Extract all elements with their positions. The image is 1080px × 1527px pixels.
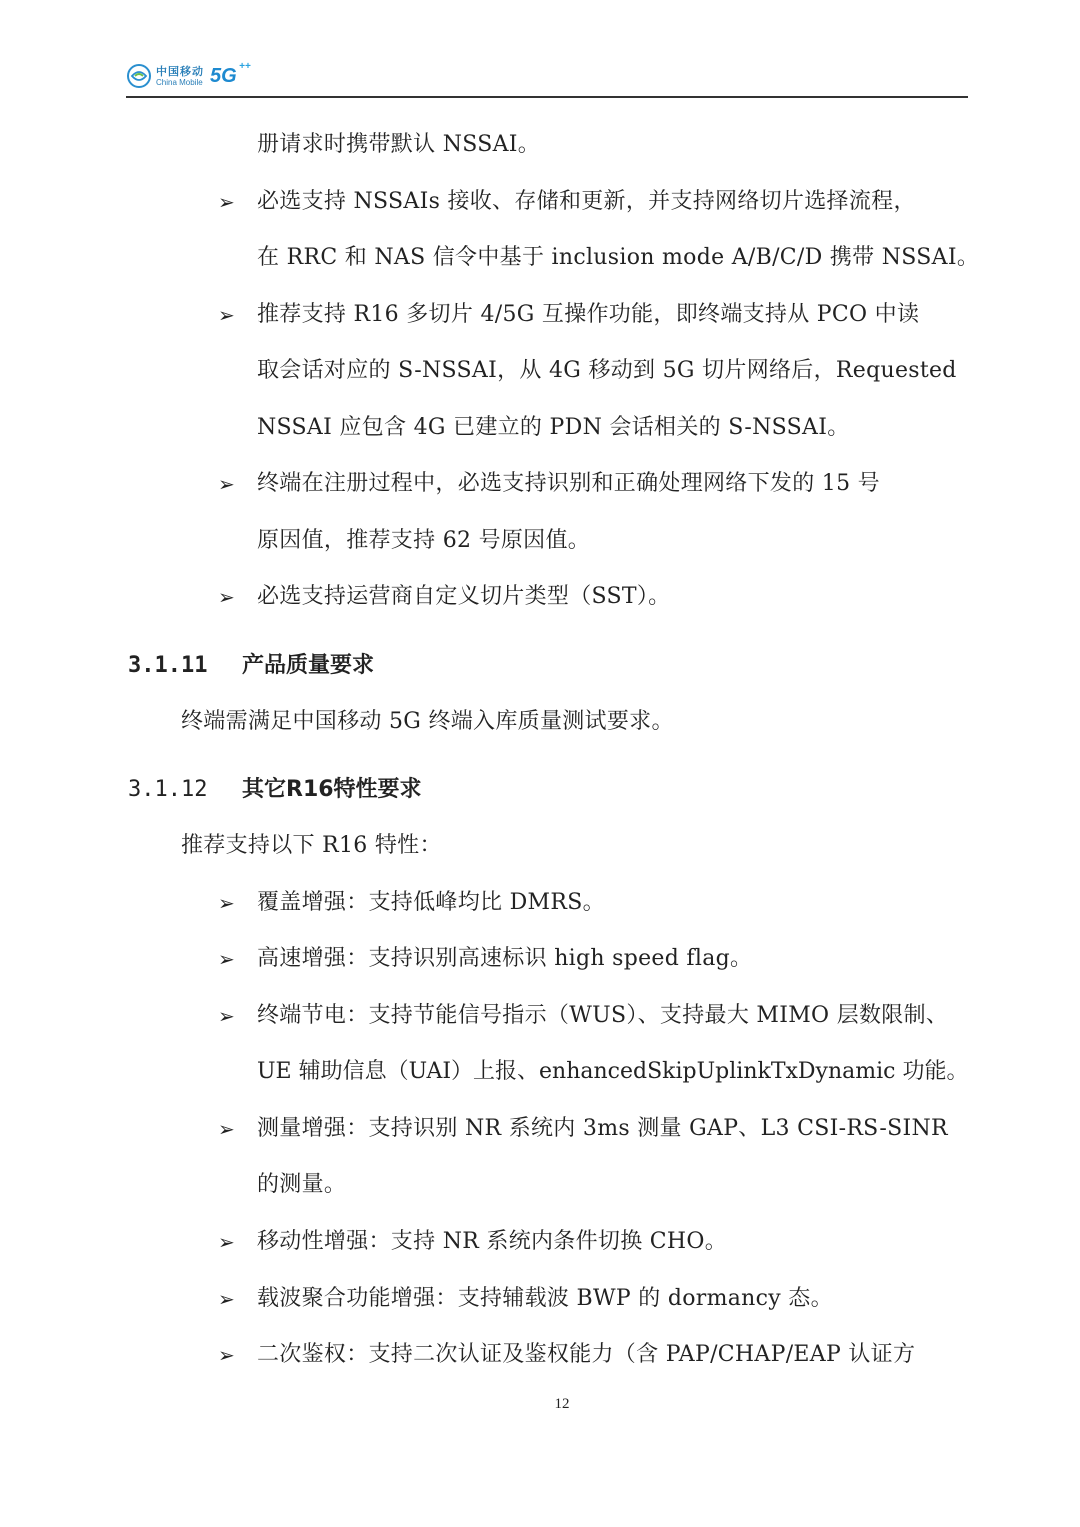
logo-5g-mark [210, 60, 251, 88]
bullet-arrow-icon: ➢ [218, 472, 235, 496]
paragraph-line: 册请求时携带默认 NSSAI。 [257, 132, 541, 157]
bullet-line: 必选支持运营商自定义切片类型（SST）。 [257, 584, 671, 609]
paragraph-line: 原因值，推荐支持 62 号原因值。 [257, 528, 591, 553]
bullet-line: 二次鉴权：支持二次认证及鉴权能力（含 PAP/CHAP/EAP 认证方 [257, 1342, 916, 1367]
bullet-line: 终端节电：支持节能信号指示（WUS）、支持最大 MIMO 层数限制、 [257, 1003, 949, 1028]
section-number: 3.1.12 [128, 777, 208, 802]
bullet-arrow-icon: ➢ [218, 190, 235, 214]
logo-plus-text: ++ [239, 60, 251, 72]
bullet-line: 终端在注册过程中，必选支持识别和正确处理网络下发的 15 号 [257, 471, 880, 496]
page-header [126, 56, 968, 98]
bullet-line: 高速增强：支持识别高速标识 high speed flag。 [257, 946, 753, 971]
logo-chinese-text: 中国移动 [156, 64, 204, 78]
paragraph-line: 在 RRC 和 NAS 信令中基于 inclusion mode A/B/C/D 携带 NSSAI。 [257, 245, 980, 270]
bullet-arrow-icon: ➢ [218, 1117, 235, 1141]
section-title: 其它R16特性要求 [242, 777, 422, 802]
bullet-arrow-icon: ➢ [218, 1004, 235, 1028]
bullet-arrow-icon: ➢ [218, 1230, 235, 1254]
china-mobile-logo-icon [126, 63, 152, 89]
paragraph-line: 推荐支持以下 R16 特性： [181, 833, 442, 858]
bullet-line: 测量增强：支持识别 NR 系统内 3ms 测量 GAP、L3 CSI-RS-SINR [257, 1116, 948, 1141]
section-number: 3.1.11 [128, 653, 208, 678]
bullet-line: 载波聚合功能增强：支持辅载波 BWP 的 dormancy 态。 [257, 1286, 833, 1311]
paragraph-line: NSSAI 应包含 4G 已建立的 PDN 会话相关的 S-NSSAI。 [257, 415, 850, 440]
bullet-line: 移动性增强：支持 NR 系统内条件切换 CHO。 [257, 1229, 728, 1254]
bullet-line: 必选支持 NSSAIs 接收、存储和更新，并支持网络切片选择流程， [257, 189, 916, 214]
bullet-arrow-icon: ➢ [218, 947, 235, 971]
paragraph-line: UE 辅助信息（UAI）上报、enhancedSkipUplinkTxDynamic 功能。 [257, 1059, 969, 1084]
bullet-arrow-icon: ➢ [218, 585, 235, 609]
section-title: 产品质量要求 [242, 653, 375, 678]
paragraph-line: 的测量。 [257, 1172, 347, 1197]
bullet-arrow-icon: ➢ [218, 1343, 235, 1367]
bullet-arrow-icon: ➢ [218, 1287, 235, 1311]
page-number: 12 [554, 1396, 570, 1412]
china-mobile-logo [126, 58, 251, 94]
bullet-line: 推荐支持 R16 多切片 4/5G 互操作功能，即终端支持从 PCO 中读 [257, 302, 920, 327]
logo-english-text: China Mobile [156, 77, 203, 87]
bullet-arrow-icon: ➢ [218, 303, 235, 327]
paragraph-line: 取会话对应的 S-NSSAI，从 4G 移动到 5G 切片网络后，Requested [257, 358, 957, 383]
bullet-arrow-icon: ➢ [218, 891, 235, 915]
paragraph-line: 终端需满足中国移动 5G 终端入库质量测试要求。 [181, 709, 674, 734]
logo-5g-text: 5G [210, 64, 237, 87]
bullet-line: 覆盖增强：支持低峰均比 DMRS。 [257, 890, 605, 915]
